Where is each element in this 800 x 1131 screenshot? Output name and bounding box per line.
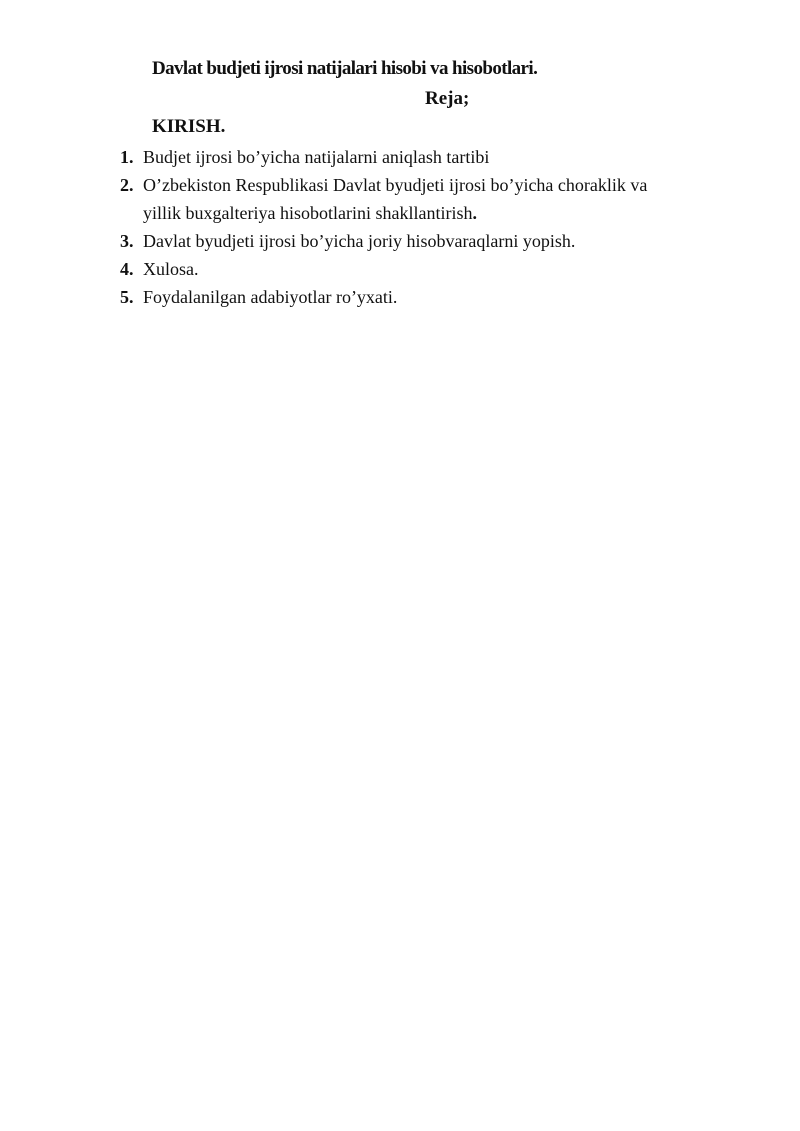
toc-item-tail: . [472,203,477,223]
toc-item-1 [120,143,760,171]
intro-heading: KIRISH. [152,116,226,137]
toc-item-text: Budjet ijrosi bo’yicha natijalarni aniqlash tartibi [143,147,490,167]
toc-item-number: 2. [120,175,134,195]
document-title: Davlat budjeti ijrosi natijalari hisobi va hisobotlari. [152,58,538,79]
table-of-contents [120,143,760,311]
toc-item-number: 5. [120,287,134,307]
toc-item-number: 4. [120,259,134,279]
toc-item-text-line-2: yillik buxgalteriya hisobotlarini shakllantirish [143,203,473,223]
toc-item-number: 3. [120,231,134,251]
toc-item-number: 1. [120,147,134,167]
toc-item-2 [120,171,760,227]
toc-item-5 [120,283,760,311]
toc-item-text: Xulosa. [143,259,199,279]
toc-item-4 [120,255,760,283]
toc-item-text: Davlat byudjeti ijrosi bo’yicha joriy hisobvaraqlarni yopish. [143,231,576,251]
toc-item-3 [120,227,760,255]
plan-heading: Reja; [425,88,470,109]
toc-item-text: Foydalanilgan adabiyotlar ro’yxati. [143,287,398,307]
toc-item-text-line-1: O’zbekiston Respublikasi Davlat byudjeti ijrosi bo’yicha choraklik va [143,175,648,195]
